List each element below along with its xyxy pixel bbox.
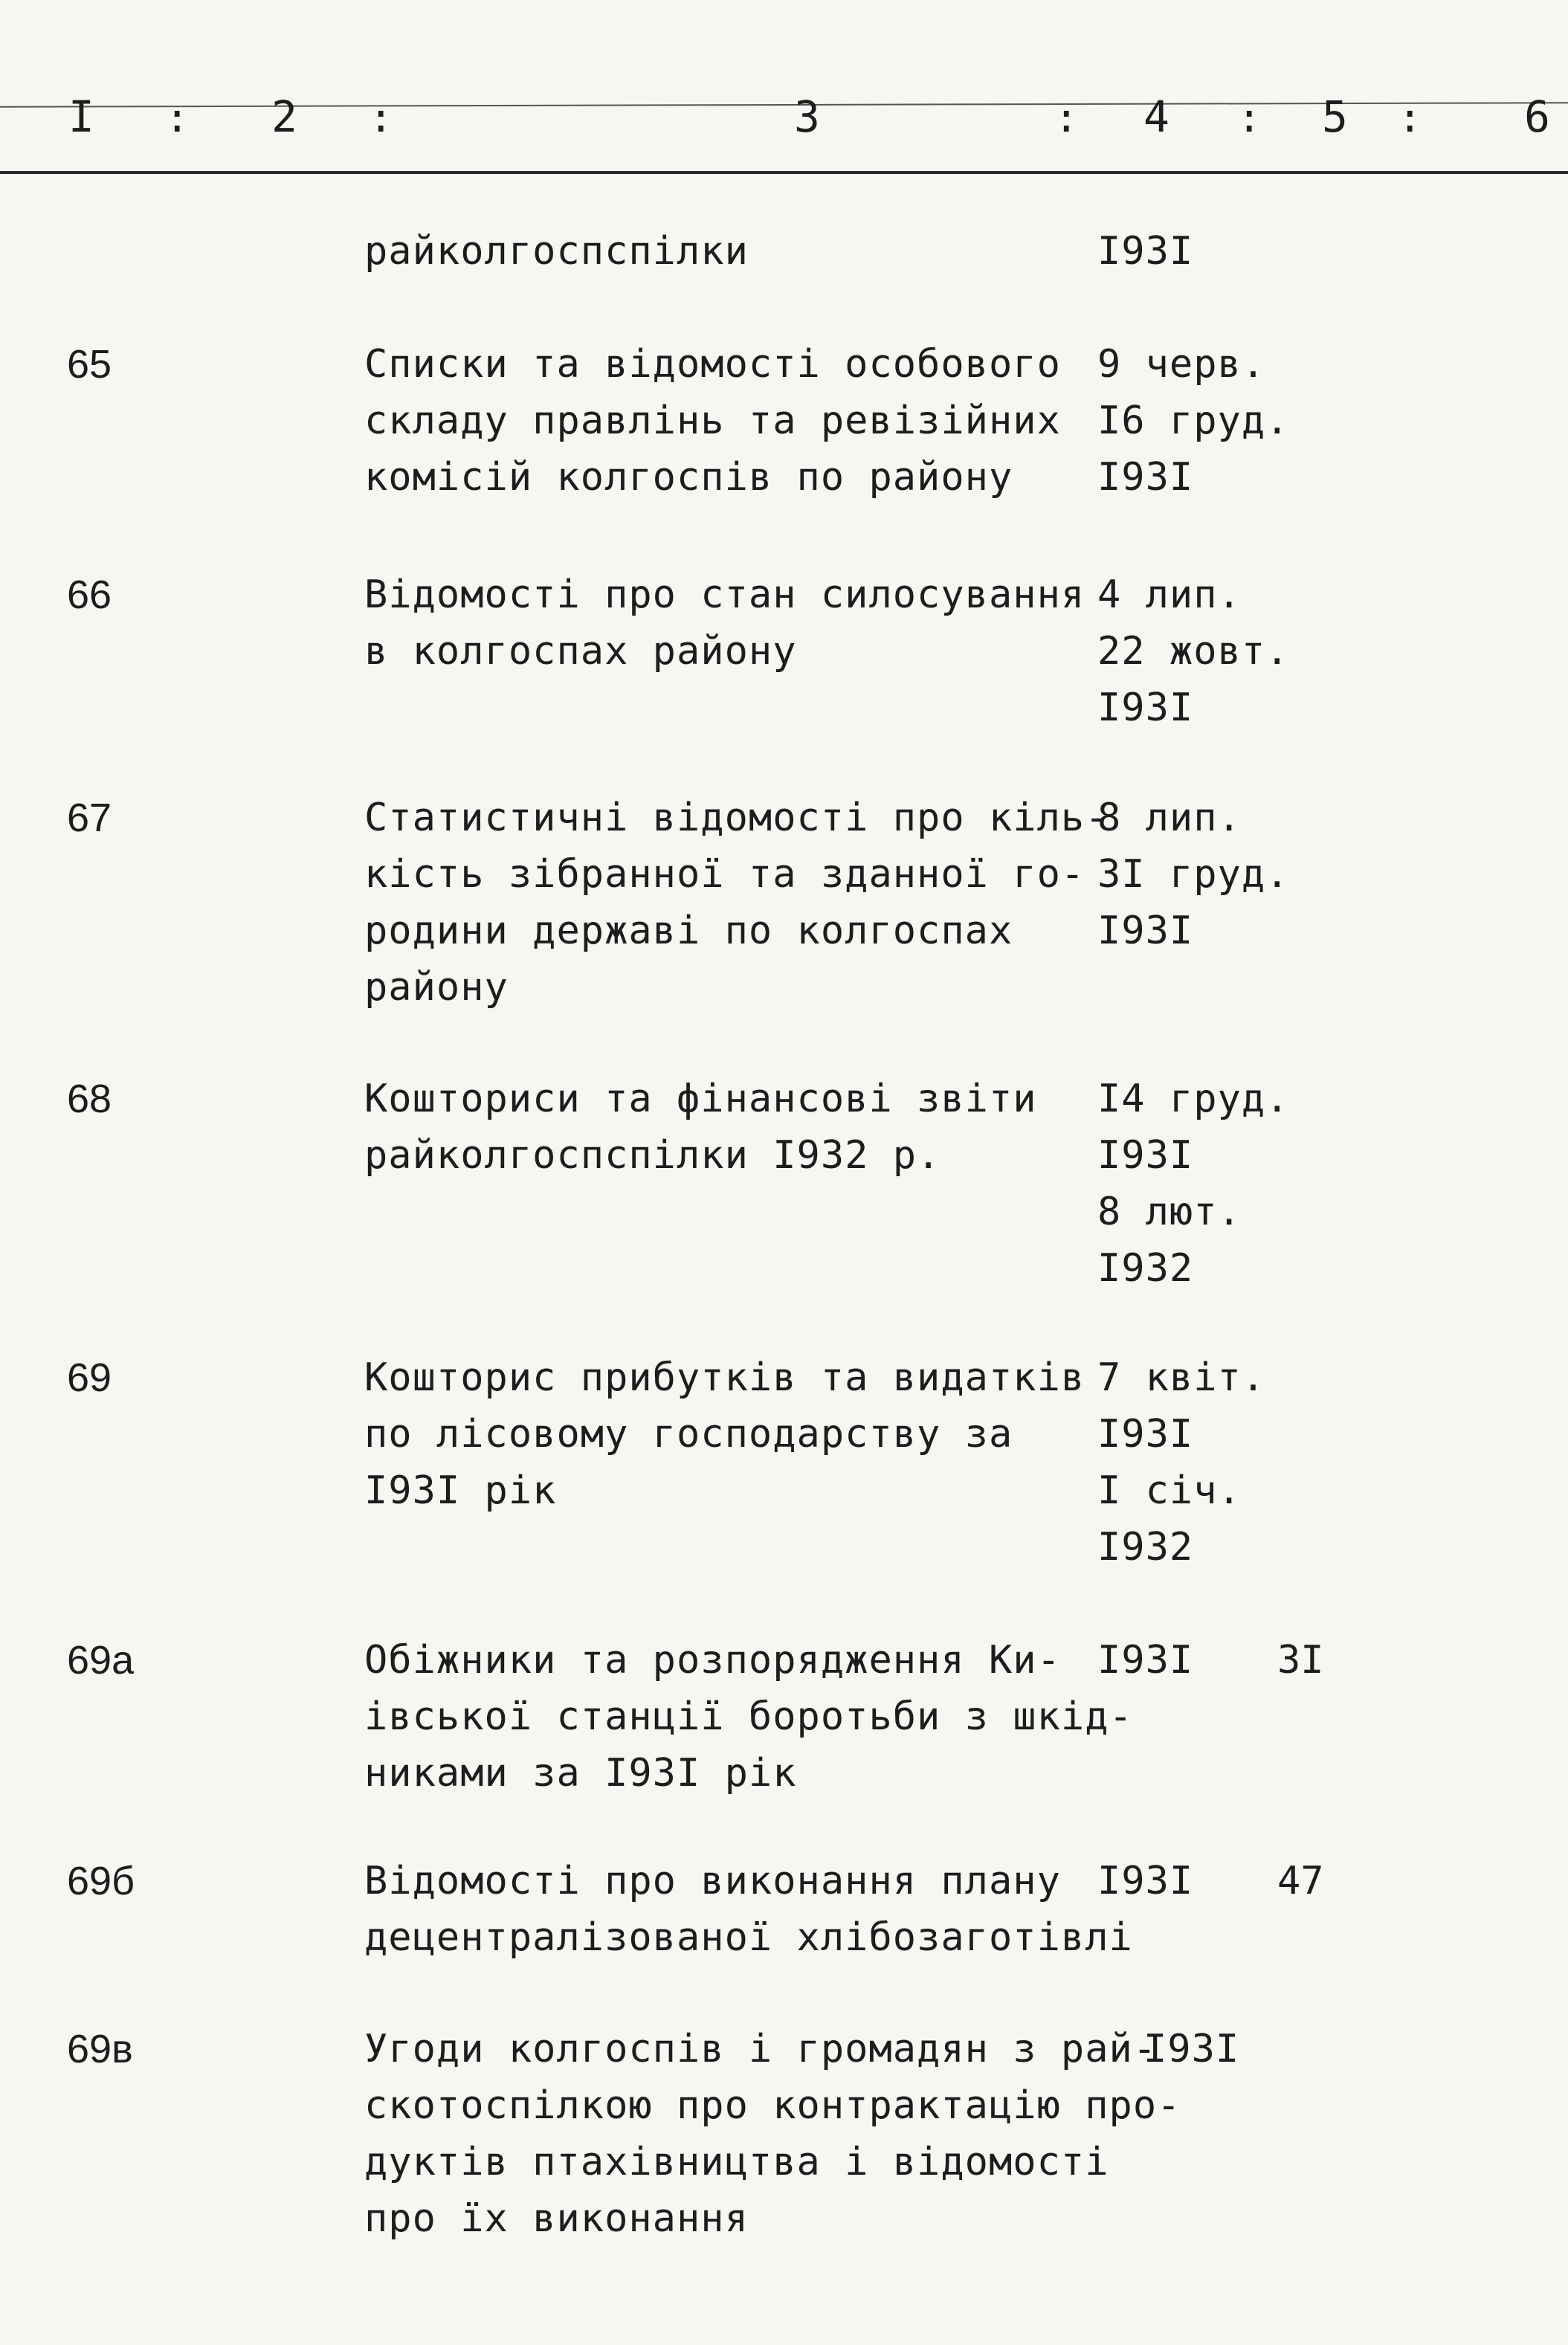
case-title-line: івської станції боротьби з шкід- — [364, 1694, 1133, 1739]
case-dates — [1097, 790, 1320, 959]
case-title — [364, 223, 1108, 280]
case-title-line: родини державі по колгоспах — [364, 909, 1013, 953]
case-title-line: Кошторис прибутків та видатків — [364, 1355, 1085, 1400]
header-col-3: 3 — [794, 91, 820, 142]
case-dates — [1097, 1349, 1320, 1575]
header-col-5: 5 — [1322, 91, 1348, 142]
case-dates — [1097, 567, 1320, 736]
case-number: 68 — [67, 1077, 112, 1121]
case-date-line: I93I — [1097, 686, 1194, 730]
case-title-line: I93I рік — [364, 1468, 557, 1513]
header-separator: : — [165, 94, 190, 141]
case-title-line: кість зібранної та зданної го- — [364, 852, 1085, 897]
header-separator: : — [1237, 94, 1262, 141]
case-title-line: по лісовому господарству за — [364, 1412, 1013, 1457]
case-date-line: 8 лип. — [1097, 796, 1242, 840]
case-title-line: Списки та відомості особового — [364, 342, 1061, 387]
case-title-line: децентралізованої хлібозаготівлі — [364, 1915, 1133, 1960]
case-title — [364, 567, 1108, 680]
case-title-line: никами за I93I рік — [364, 1751, 797, 1796]
case-title — [364, 336, 1108, 506]
case-number: 69 — [67, 1355, 112, 1400]
case-date-line: 3I груд. — [1097, 852, 1290, 897]
header-col-2: 2 — [271, 91, 297, 142]
case-title-line: складу правлінь та ревізійних — [364, 399, 1061, 443]
case-dates — [1097, 1071, 1320, 1297]
case-title — [364, 1071, 1108, 1184]
case-title-line: Обіжники та розпорядження Ки- — [364, 1638, 1061, 1683]
case-title-line: райколгоспспілки — [364, 229, 749, 274]
case-title-line: Кошториси та фінансові звіти — [364, 1077, 1037, 1121]
case-dates — [1143, 2021, 1367, 2077]
case-title-line: про їх виконання — [364, 2196, 749, 2241]
case-title-line: Угоди колгоспів і громадян з рай- — [364, 2027, 1158, 2071]
case-date-line: I93I — [1097, 1859, 1194, 1903]
case-date-line: I93I — [1097, 455, 1194, 500]
case-title — [364, 2021, 1181, 2247]
case-date-line: I93I — [1097, 909, 1194, 953]
case-date-line: I93I — [1097, 1133, 1194, 1178]
header-separator: : — [1398, 94, 1422, 141]
case-sheets: 47 — [1277, 1859, 1324, 1903]
case-dates — [1097, 223, 1320, 280]
case-title — [364, 1853, 1133, 1966]
header-col-4: 4 — [1143, 91, 1169, 142]
case-date-line: 4 лип. — [1097, 572, 1242, 617]
case-date-line: 7 квіт. — [1097, 1355, 1266, 1400]
case-number: 66 — [67, 572, 112, 617]
case-sheets: 3I — [1277, 1638, 1324, 1683]
case-number: 65 — [67, 342, 112, 387]
table-header — [0, 82, 1568, 178]
case-title — [364, 1349, 1108, 1519]
case-title-line: скотоспілкою про контрактацію про- — [364, 2083, 1181, 2128]
case-dates — [1097, 336, 1320, 506]
case-number: 67 — [67, 796, 112, 840]
case-date-line: I4 груд. — [1097, 1077, 1290, 1121]
header-col-6: 6 — [1524, 91, 1550, 142]
case-title-line: дуктів птахівництва і відомості — [364, 2140, 1109, 2184]
header-bottom-rule — [0, 171, 1568, 174]
case-date-line: I6 груд. — [1097, 399, 1290, 443]
case-date-line: I93I — [1143, 2027, 1240, 2071]
case-title-line: Відомості про стан силосування — [364, 572, 1085, 617]
case-title-line: Відомості про виконання плану — [364, 1859, 1061, 1903]
case-title-line: в колгоспах району — [364, 629, 797, 674]
case-date-line: 9 черв. — [1097, 342, 1266, 387]
case-number: 69б — [67, 1859, 135, 1903]
case-title-line: Статистичні відомості про кіль- — [364, 796, 1109, 840]
case-number: 69в — [67, 2027, 133, 2071]
case-date-line: I93I — [1097, 1412, 1194, 1457]
case-title — [364, 790, 1108, 1016]
case-number: 69а — [67, 1638, 135, 1683]
case-date-line: I93I — [1097, 1638, 1194, 1683]
case-title-line: комісій колгоспів по району — [364, 455, 1013, 500]
case-title-line: району — [364, 965, 509, 1010]
header-separator: : — [1054, 94, 1079, 141]
header-separator: : — [369, 94, 393, 141]
case-date-line: I932 — [1097, 1246, 1194, 1291]
case-date-line: I93I — [1097, 229, 1194, 274]
case-date-line: I січ. — [1097, 1468, 1242, 1513]
case-title — [364, 1632, 1133, 1802]
case-title-line: райколгоспспілки I932 р. — [364, 1133, 941, 1178]
case-date-line: I932 — [1097, 1525, 1194, 1570]
header-col-1: I — [68, 91, 94, 142]
case-date-line: 8 лют. — [1097, 1190, 1242, 1234]
case-date-line: 22 жовт. — [1097, 629, 1290, 674]
